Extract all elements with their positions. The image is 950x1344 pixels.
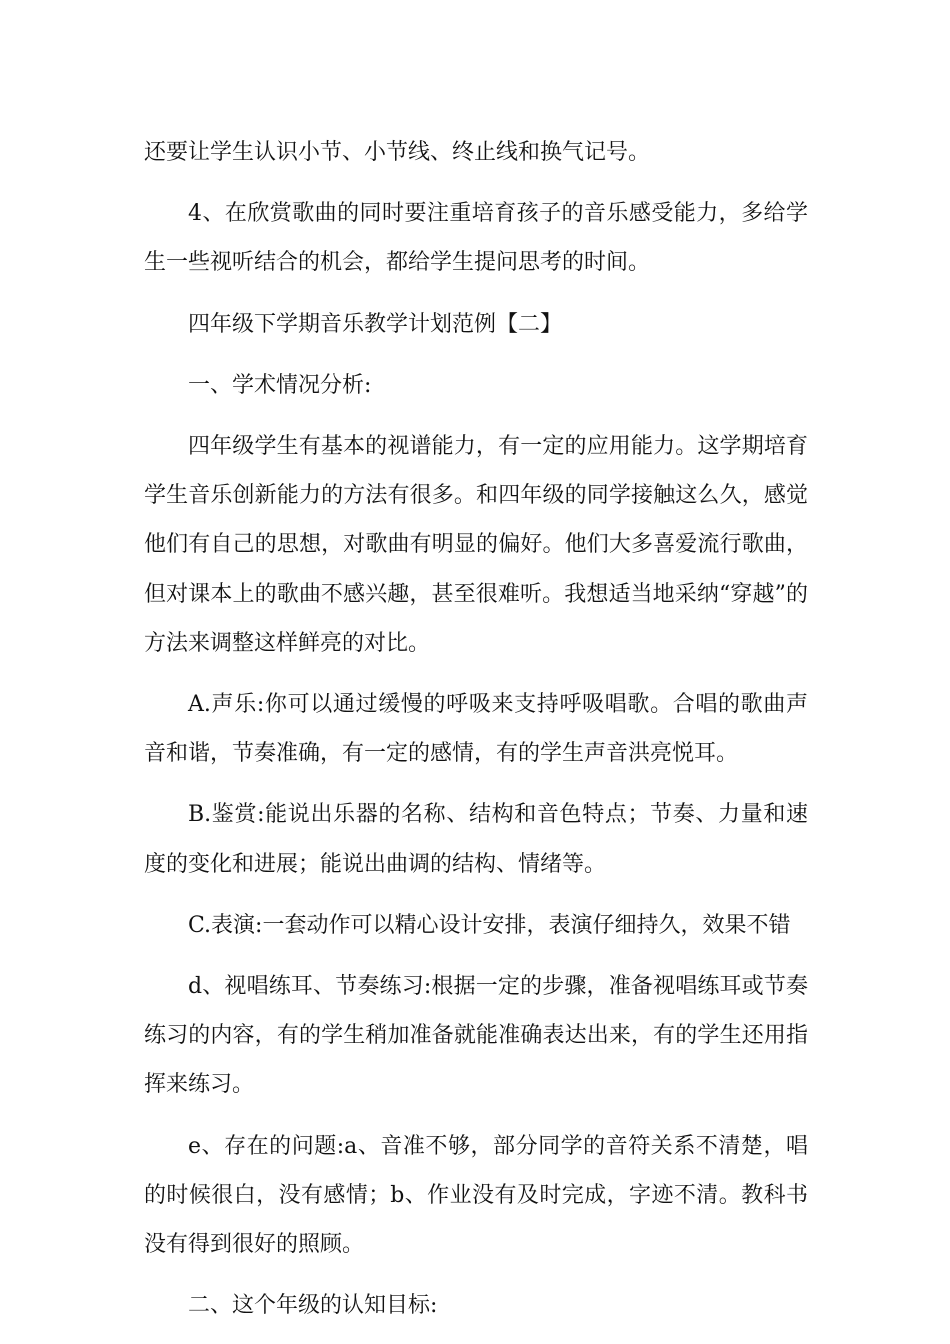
paragraph: 还要让学生认识小节、小节线、终止线和换气记号。 [144, 140, 651, 165]
document-body [144, 128, 808, 1342]
paragraph: 4、在欣赏歌曲的同时要注重培育孩子的音乐感受能力，多给学生一些视听结合的机会，都给学生提问思考的时间。 [144, 201, 808, 276]
paragraph: 四年级下学期音乐教学计划范例【二】 [188, 311, 563, 337]
paragraph: 二、这个年级的认知目标: [188, 1293, 438, 1319]
paragraph: 四年级学生有基本的视谱能力，有一定的应用能力。这学期培育学生音乐创新能力的方法有很多。和四年级的同学接触这么久，感觉他们有自己的思想，对歌曲有明显的偏好。他们大多喜爱流行歌曲，但对课本上的歌曲不感兴趣，甚至很难听。我想适当地采纳“穿越”的方法来调整这样鲜亮的对比。 [144, 434, 808, 656]
paragraph: d、视唱练耳、节奏练习:根据一定的步骤，准备视唱练耳或节奏练习的内容，有的学生稍加准备就能准确表达出来，有的学生还用指挥来练习。 [144, 974, 808, 1098]
paragraph: C.表演:一套动作可以精心设计安排，表演仔细持久，效果不错 [188, 912, 791, 938]
paragraph: 一、学术情况分析: [188, 372, 372, 398]
paragraph: B.鉴赏:能说出乐器的名称、结构和音色特点；节奏、力量和速度的变化和进展；能说出曲调的结构、情绪等。 [144, 802, 808, 877]
paragraph: e、存在的问题:a、音准不够，部分同学的音符关系不清楚，唱的时候很白，没有感情；b、作业没有及时完成，字迹不清。教科书没有得到很好的照顾。 [144, 1133, 808, 1258]
paragraph: A.声乐:你可以通过缓慢的呼吸来支持呼吸唱歌。合唱的歌曲声音和谐，节奏准确，有一定的感情，有的学生声音洪亮悦耳。 [144, 692, 808, 767]
